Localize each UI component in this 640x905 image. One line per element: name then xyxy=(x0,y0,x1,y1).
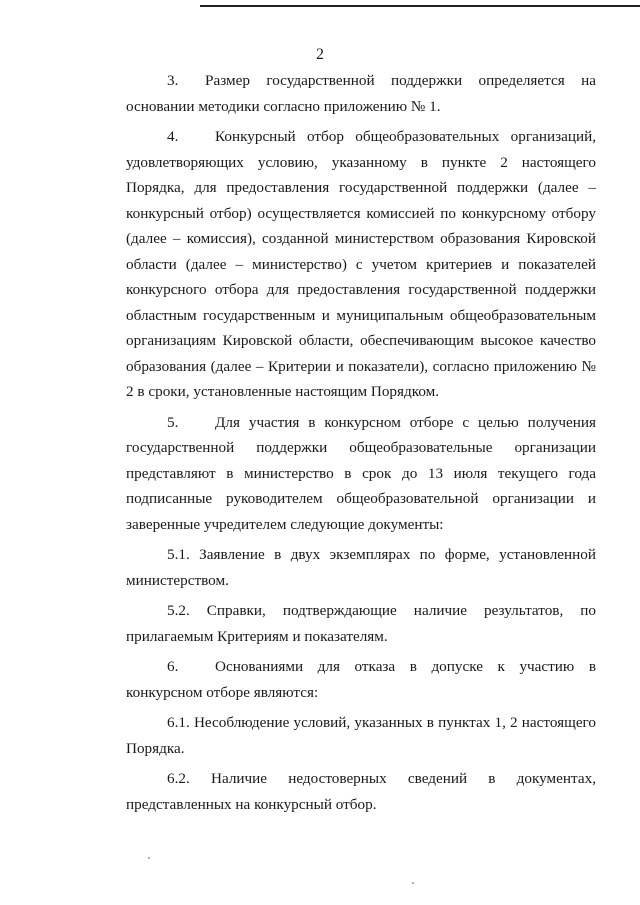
document-body xyxy=(126,68,596,822)
paragraph-3 xyxy=(126,68,596,119)
paragraph-6 xyxy=(126,654,596,705)
scan-speck xyxy=(412,882,414,884)
paragraph-text: Размер государственной поддержки определяется на основании методики согласно приложению № 1. xyxy=(126,72,596,115)
paragraph-6-2 xyxy=(126,766,596,817)
paragraph-text: 5.2. Справки, подтверждающие наличие результатов, по прилагаемым Критериям и показателям. xyxy=(126,602,596,645)
paragraph-5 xyxy=(126,410,596,538)
top-rule xyxy=(200,5,640,7)
paragraph-text: 6.1. Несоблюдение условий, указанных в пунктах 1, 2 настоящего Порядка. xyxy=(126,714,596,757)
paragraph-text: Для участия в конкурсном отборе с целью получения государственной поддержки общеобразовательные организации представляют в министерство в срок до 13 июля текущего года подписанные руководителем общеобразовательной организации и заверенные учредителем следующие документы: xyxy=(126,413,596,533)
paragraph-number: 4. xyxy=(167,128,179,145)
paragraph-text: 6.2. Наличие недостоверных сведений в документах, представленных на конкурсный отбор. xyxy=(126,770,596,813)
paragraph-text: Конкурсный отбор общеобразовательных организаций, удовлетворяющих условию, указанному в пункте 2 настоящего Порядка, для предоставления государственной поддержки (далее – конкурсный отбор) осуществляется комиссией по конкурсному отбору (далее – комиссия), созданной министерством образования Кировской области (далее – министерство) с учетом критериев и показателей конкурсного отбора для предоставления государственной поддержки областным государственным и муниципальным общеобразовательным организациям Кировской области, обеспечивающим высокое качество образования (далее – Критерии и показатели), согласно приложению № 2 в сроки, установленные настоящим Порядком. xyxy=(126,128,596,400)
page-number: 2 xyxy=(316,46,324,63)
paragraph-5-1 xyxy=(126,542,596,593)
paragraph-number: 6. xyxy=(167,658,179,675)
paragraph-number: 3. xyxy=(167,72,179,89)
paragraph-5-2 xyxy=(126,598,596,649)
paragraph-text: 5.1. Заявление в двух экземплярах по форме, установленной министерством. xyxy=(126,546,596,589)
paragraph-4 xyxy=(126,124,596,405)
scan-speck xyxy=(148,857,150,859)
paragraph-number: 5. xyxy=(167,413,179,431)
paragraph-text: Основаниями для отказа в допуске к участию в конкурсном отборе являются: xyxy=(126,658,596,701)
paragraph-6-1 xyxy=(126,710,596,761)
